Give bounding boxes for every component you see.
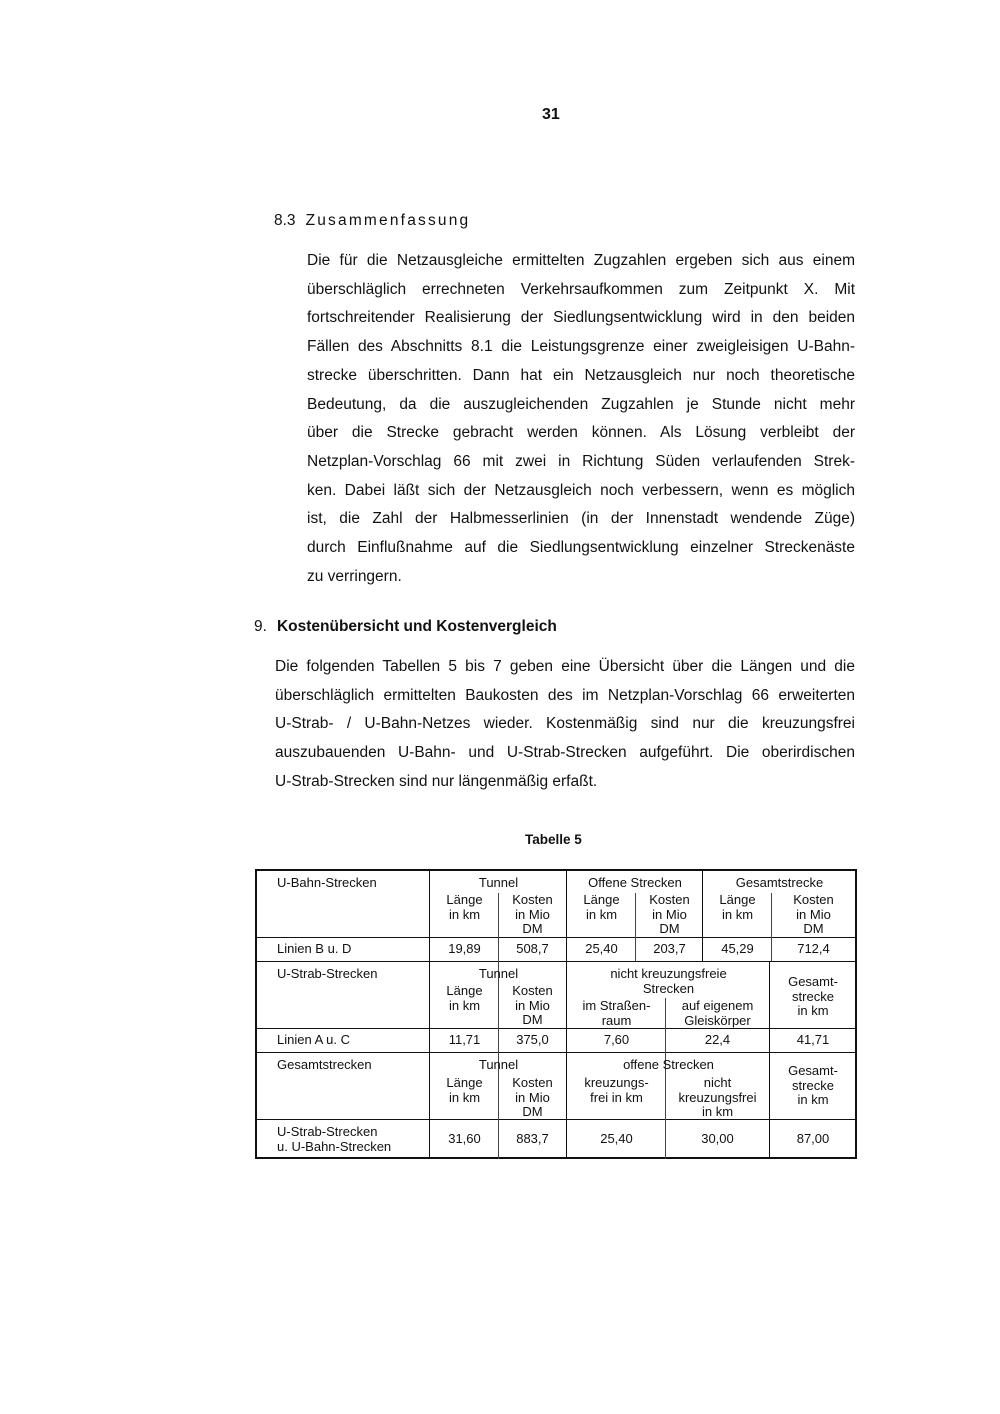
subheader-gleiskoerper: auf eigenem Gleiskörper: [681, 998, 754, 1028]
subheader-kreuzungsfrei: kreuzungs- frei in km: [584, 1075, 649, 1105]
subheader-kosten: Kosten in Mio DM: [512, 983, 553, 1027]
text-line: durch Einflußnahme auf die Siedlungsentwicklung einzelner Streckenäste: [307, 539, 855, 557]
row-label: Linien B u. D: [277, 941, 352, 956]
table-rule: [257, 937, 855, 938]
text-line: ken. Dabei läßt sich der Netzausgleich noch verbessern, wenn es möglich: [307, 481, 855, 499]
table-rule: [257, 1028, 855, 1029]
table-caption: Tabelle 5: [525, 832, 582, 847]
text-line: auszubauenden U-Bahn- und U-Strab-Strecken aufgeführt. Die oberirdischen: [275, 744, 855, 762]
group-header: Offene Strecken: [588, 875, 682, 890]
section-title: Zusammenfassung: [305, 212, 471, 229]
table-column-rule: [429, 871, 430, 1159]
subheader-laenge: Länge in km: [583, 892, 620, 922]
text-line: U-Strab- / U-Bahn-Netzes wieder. Kostenmäßig sind nur die kreuzungsfrei: [275, 715, 855, 733]
section-number: 9.: [254, 618, 267, 635]
table-cell: 87,00: [796, 1131, 830, 1146]
table-rule: [257, 1052, 855, 1053]
section-8-3-paragraph: [307, 247, 855, 591]
text-line: Fällen des Abschnitts 8.1 die Leistungsgrenze einer zweigleisigen U-Bahn-: [307, 338, 855, 356]
table-column-rule: [566, 871, 567, 1159]
table-column-rule: [769, 961, 770, 1159]
text-line: Die für die Netzausgleiche ermittelten Zugzahlen ergeben sich aus einem: [307, 252, 855, 269]
section-title: Kostenübersicht und Kostenvergleich: [276, 618, 557, 635]
subheader-laenge: Länge in km: [446, 1075, 483, 1105]
table-cell: 45,29: [721, 941, 754, 956]
text-line: Bedeutung, da die auszugleichenden Zugzahlen je Stunde nicht mehr: [307, 395, 855, 413]
group-header: Tunnel: [478, 966, 519, 981]
table-cell: 22,4: [704, 1032, 731, 1047]
table-cell: 7,60: [603, 1032, 630, 1047]
text-line: überschläglich errechneten Verkehrsaufkommen zum Zeitpunkt X. Mit: [307, 280, 855, 298]
section-9-paragraph: [275, 653, 855, 797]
text-line: Netzplan-Vorschlag 66 mit zwei in Richtung Süden verlaufenden Strek-: [307, 452, 855, 470]
text-line: Die folgenden Tabellen 5 bis 7 geben eine Übersicht über die Längen und die: [275, 658, 855, 675]
text-line: überschläglich ermittelten Baukosten des im Netzplan-Vorschlag 66 erweiterten: [275, 686, 855, 704]
table-cell: 25,40: [585, 941, 618, 956]
group-header: Tunnel: [478, 875, 519, 890]
subheader-kosten: Kosten in Mio DM: [512, 892, 553, 936]
section-heading-8-3: [274, 212, 470, 230]
block-label: U-Bahn-Strecken: [277, 875, 377, 890]
subheader-laenge: Länge in km: [719, 892, 756, 922]
text-line: U-Strab-Strecken sind nur längenmäßig erfaßt.: [275, 772, 598, 790]
table-cell: 19,89: [448, 941, 481, 956]
text-line: fortschreitender Realisierung der Siedlungsentwicklung wird in den beiden: [307, 309, 855, 327]
subheader-kosten: Kosten in Mio DM: [793, 892, 834, 936]
subheader-kosten: Kosten in Mio DM: [512, 1075, 553, 1119]
cost-table: [255, 869, 857, 1159]
block-label: Gesamtstrecken: [277, 1057, 372, 1072]
text-line: strecke überschritten. Dann hat ein Netzausgleich nur noch theoretische: [307, 366, 855, 384]
table-cell: 508,7: [516, 941, 549, 956]
table-cell: 31,60: [448, 1131, 481, 1146]
group-header: nicht kreuzungsfreie Strecken: [610, 966, 727, 996]
subheader-nicht-kreuzungsfrei: nicht kreuzungsfrei in km: [678, 1075, 757, 1119]
subheader-kosten: Kosten in Mio DM: [649, 892, 690, 936]
table-cell: 203,7: [653, 941, 686, 956]
row-label: U-Strab-Strecken u. U-Bahn-Strecken: [277, 1124, 392, 1154]
group-header: Gesamtstrecke: [735, 875, 824, 890]
table-cell: 375,0: [516, 1032, 549, 1047]
subheader-strassenraum: im Straßen- raum: [582, 998, 651, 1028]
table-cell: 712,4: [797, 941, 830, 956]
table-cell: 883,7: [516, 1131, 549, 1146]
table-cell: 41,71: [796, 1032, 830, 1047]
subheader-laenge: Länge in km: [446, 892, 483, 922]
text-line: über die Strecke gebracht werden können. Als Lösung verbleibt der: [307, 424, 855, 442]
table-cell: 25,40: [600, 1131, 633, 1146]
group-header: Tunnel: [478, 1057, 519, 1072]
section-heading-9: [254, 618, 557, 636]
table-cell: 30,00: [701, 1131, 734, 1146]
subheader-laenge: Länge in km: [446, 983, 483, 1013]
table-cell: 11,71: [448, 1032, 481, 1047]
group-header: Gesamt- strecke in km: [788, 1063, 838, 1107]
table-rule: [257, 961, 855, 962]
block-label: U-Strab-Strecken: [277, 966, 378, 981]
group-header: Gesamt- strecke in km: [788, 974, 838, 1018]
row-label: Linien A u. C: [277, 1032, 350, 1047]
page-number: 31: [542, 106, 560, 123]
text-line: zu verringern.: [307, 567, 402, 585]
text-line: ist, die Zahl der Halbmesserlinien (in der Innenstadt wendende Züge): [307, 510, 855, 528]
group-header: offene Strecken: [623, 1057, 714, 1072]
section-number: 8.3: [274, 212, 296, 229]
